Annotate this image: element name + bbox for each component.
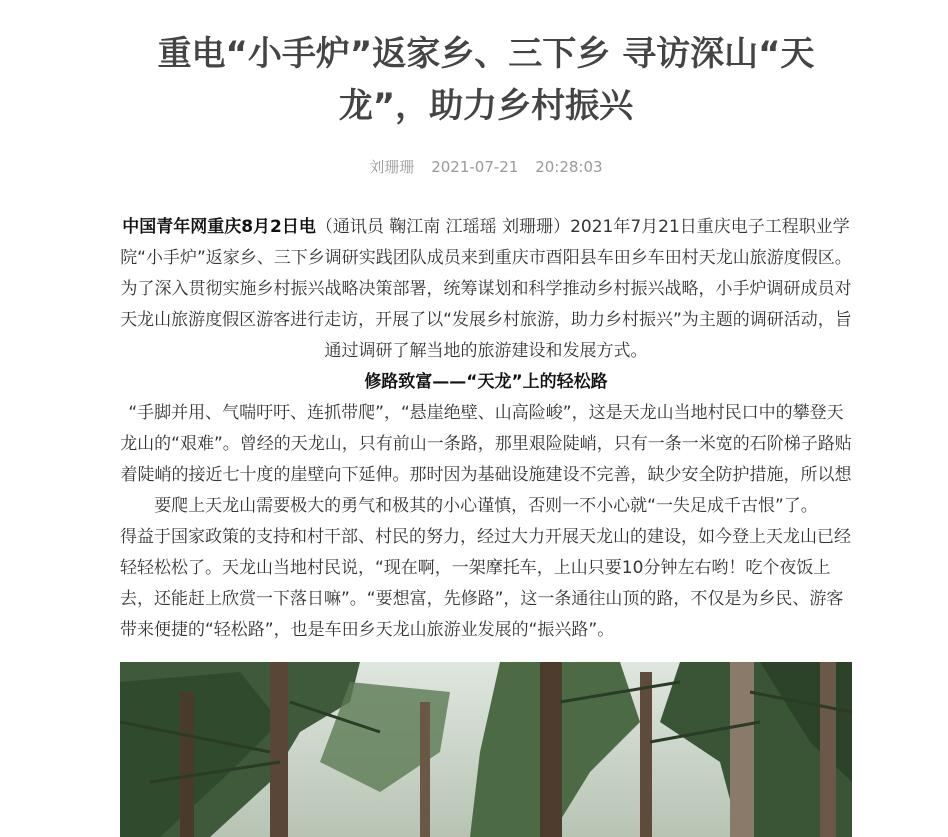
- lead-text: （通讯员 鞠江南 江瑶瑶 刘珊珊）2021年7月21日重庆电子工程职业学院“小手炉”返家乡、三下乡调研实践团队成员来到重庆市酉阳县车田乡车田村天龙山旅游度假区。为了深入贯彻实施乡村振兴战略决策部署，统筹谋划和科学推动乡村振兴战略，小手炉调研成员对天龙山旅游度假区游客进行走访，开展了以“发展乡村旅游，助力乡村振兴”为主题的调研活动，旨通过调研了解当地的旅游建设和发展方式。: [120, 217, 852, 361]
- article-meta: [120, 156, 852, 178]
- publish-time: 20:28:03: [535, 158, 603, 176]
- author: 刘珊珊: [369, 158, 415, 176]
- paragraph-2: 得益于国家政策的支持和村干部、村民的努力，经过大力开展天龙山的建设，如今登上天龙山已经轻轻松松了。天龙山当地村民说，“现在啊，一架摩托车，上山只要10分钟左右哟！吃个夜饭上去，还能赶上欣赏一下落日嘛”。“要想富，先修路”，这一条通往山顶的路，不仅是为乡民、游客带来便捷的“轻松路”，也是车田乡天龙山旅游业发展的“振兴路”。: [120, 527, 851, 640]
- section-subheading: 修路致富——“天龙”上的轻松路: [364, 372, 608, 392]
- forest-photo: [120, 662, 852, 837]
- article-title: 重电“小手炉”返家乡、三下乡 寻访深山“天龙”，助力乡村振兴: [157, 34, 815, 126]
- lead-source: 中国青年网重庆8月2日电: [122, 217, 316, 237]
- article-body: [120, 212, 852, 646]
- forest-photo-illustration: [120, 662, 852, 837]
- paragraph-1: “手脚并用、气喘吁吁、连抓带爬”，“悬崖绝壁、山高险峻”，这是天龙山当地村民口中的攀登天龙山的“艰难”。曾经的天龙山，只有前山一条路，那里艰险陡峭，只有一条一米宽的石阶梯子路贴着陡峭的接近七十度的崖壁向下延伸。那时因为基础设施建设不完善，缺少安全防护措施，所以想要爬上天龙山需要极大的勇气和极其的小心谨慎，否则一不小心就“一失足成千古恨”了。: [120, 403, 852, 516]
- publish-date: 2021-07-21: [431, 158, 519, 176]
- lead-paragraph: [120, 212, 852, 367]
